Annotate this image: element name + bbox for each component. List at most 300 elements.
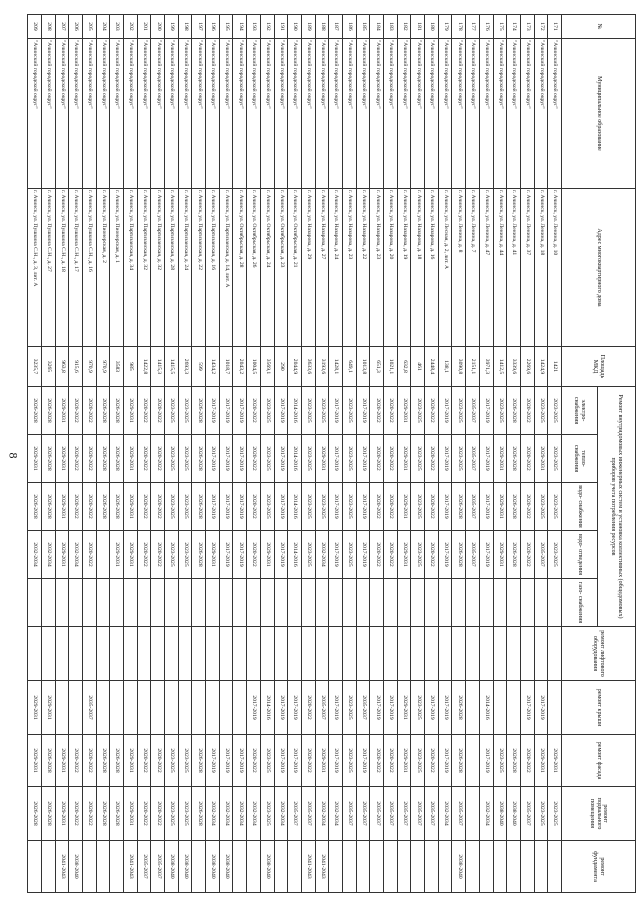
cell-facade: 2023-2025 — [493, 735, 507, 787]
cell-municipality: "Ачинский городской округ" — [370, 39, 384, 189]
cell-heat: 2020-2022 — [425, 435, 439, 483]
cell-sewer: 2020-2022 — [425, 531, 439, 579]
cell-electro: 2020-2022 — [425, 387, 439, 435]
cell-area: 1004,5 — [247, 347, 261, 387]
cell-lift — [247, 627, 261, 681]
cell-basement: 2032-2034 — [274, 787, 288, 841]
cell-water: 2023-2025 — [548, 483, 562, 531]
cell-electro: 2035-2037 — [466, 387, 480, 435]
cell-electro: 2020-2022 — [384, 387, 398, 435]
cell-no: 185 — [356, 15, 370, 39]
cell-water: 2020-2022 — [151, 483, 165, 531]
cell-gas — [28, 579, 42, 627]
cell-electro: 2023-2025 — [548, 387, 562, 435]
cell-no: 193 — [247, 15, 261, 39]
cell-heat: 2017-2019 — [329, 435, 343, 483]
cell-gas — [124, 579, 138, 627]
cell-area: 3235,7 — [28, 347, 42, 387]
cell-municipality: "Ачинский городской округ" — [260, 39, 274, 189]
cell-sewer: 2023-2025 — [178, 531, 192, 579]
cell-roof — [151, 681, 165, 735]
cell-gas — [206, 579, 220, 627]
cell-foundation — [548, 841, 562, 893]
cell-lift — [397, 627, 411, 681]
cell-gas — [507, 579, 521, 627]
cell-address: г. Ачинск, ул. Партизанская, д. 32 — [137, 189, 151, 347]
cell-foundation: 2038-2040 — [206, 841, 220, 893]
cell-basement: 2020-2022 — [69, 787, 83, 841]
cell-foundation: 2035-2037 — [137, 841, 151, 893]
cell-municipality: "Ачинский городской округ" — [425, 39, 439, 189]
cell-foundation — [411, 841, 425, 893]
cell-facade: 2023-2025 — [178, 735, 192, 787]
cell-water: 2029-2031 — [124, 483, 138, 531]
cell-municipality: "Ачинский городской округ" — [438, 39, 452, 189]
cell-facade: 2017-2019 — [206, 735, 220, 787]
cell-heat: 2023-2025 — [165, 435, 179, 483]
cell-electro: 2020-2022 — [151, 387, 165, 435]
cell-lift — [288, 627, 302, 681]
cell-foundation — [425, 841, 439, 893]
cell-heat: 2026-2028 — [507, 435, 521, 483]
cell-water: 2026-2028 — [96, 483, 110, 531]
cell-foundation — [384, 841, 398, 893]
cell-gas — [82, 579, 96, 627]
cell-address: г. Ачинск, ул. Назарова, д. 16 — [425, 189, 439, 347]
cell-sewer: 2023-2025 — [411, 531, 425, 579]
cell-municipality: "Ачинский городской округ" — [452, 39, 466, 189]
cell-roof: 2017-2019 — [534, 681, 548, 735]
cell-basement: 2038-2040 — [493, 787, 507, 841]
cell-heat: 2026-2028 — [96, 435, 110, 483]
cell-address: г. Ачинск, ул. Пушкина С.Н., д. 18 — [55, 189, 69, 347]
cell-lift — [370, 627, 384, 681]
cell-foundation — [110, 841, 124, 893]
cell-roof — [466, 681, 480, 735]
cell-heat: 2017-2019 — [274, 435, 288, 483]
cell-foundation — [329, 841, 343, 893]
cell-facade: 2023-2025 — [165, 735, 179, 787]
cell-municipality: "Ачинский городской округ" — [548, 39, 562, 189]
cell-address: г. Ачинск, ул. Партизанская, д. 16 — [206, 189, 220, 347]
cell-electro: 2020-2022 — [520, 387, 534, 435]
cell-electro: 2020-2022 — [247, 387, 261, 435]
cell-electro: 2026-2028 — [192, 387, 206, 435]
cell-sewer: 2020-2022 — [137, 531, 151, 579]
cell-water: 2020-2022 — [247, 483, 261, 531]
table-row — [534, 15, 548, 893]
cell-address: г. Ачинск, ул. Пионерская, д. 1 — [110, 189, 124, 347]
cell-electro: 2023-2025 — [411, 387, 425, 435]
cell-basement: 2020-2022 — [137, 787, 151, 841]
cell-area: 632,8 — [397, 347, 411, 387]
cell-heat: 2023-2025 — [178, 435, 192, 483]
cell-roof: 2017-2019 — [370, 681, 384, 735]
cell-area: 3090,8 — [452, 347, 466, 387]
cell-facade: 2020-2022 — [151, 735, 165, 787]
cell-foundation — [247, 841, 261, 893]
cell-no: 178 — [452, 15, 466, 39]
cell-electro: 2023-2025 — [493, 387, 507, 435]
cell-heat: 2020-2022 — [520, 435, 534, 483]
cell-gas — [534, 579, 548, 627]
cell-sewer: 2032-2034 — [28, 531, 42, 579]
cell-water: 2026-2028 — [452, 483, 466, 531]
cell-foundation — [233, 841, 247, 893]
header-gas: газо- снабжения — [562, 579, 598, 627]
cell-heat: 2020-2022 — [370, 435, 384, 483]
cell-gas — [452, 579, 466, 627]
cell-basement: 2035-2037 — [425, 787, 439, 841]
cell-electro: 2026-2028 — [507, 387, 521, 435]
cell-municipality: "Ачинский городской округ" — [356, 39, 370, 189]
cell-water: 2017-2019 — [438, 483, 452, 531]
cell-foundation — [479, 841, 493, 893]
cell-no: 180 — [425, 15, 439, 39]
cell-facade: 2026-2028 — [452, 735, 466, 787]
cell-heat: 2020-2022 — [82, 435, 96, 483]
cell-roof: 2029-2031 — [397, 681, 411, 735]
cell-lift — [69, 627, 83, 681]
cell-heat: 2026-2028 — [41, 435, 55, 483]
cell-no: 184 — [370, 15, 384, 39]
cell-address: г. Ачинск, ул. Лесная, д. 2, лит. А — [438, 189, 452, 347]
cell-no: 187 — [329, 15, 343, 39]
cell-municipality: "Ачинский городской округ" — [28, 39, 42, 189]
cell-roof: 2017-2019 — [520, 681, 534, 735]
cell-lift — [28, 627, 42, 681]
cell-water: 2026-2028 — [28, 483, 42, 531]
cell-electro: 2023-2025 — [452, 387, 466, 435]
cell-gas — [397, 579, 411, 627]
cell-basement: 2032-2034 — [438, 787, 452, 841]
cell-no: 194 — [233, 15, 247, 39]
cell-address: г. Ачинск, ул. Пушкина С.Н., д. 16 — [82, 189, 96, 347]
cell-address: г. Ачинск, ул. Ленина, д. 47 — [479, 189, 493, 347]
cell-municipality: "Ачинский городской округ" — [411, 39, 425, 189]
cell-no: 202 — [124, 15, 138, 39]
cell-address: г. Ачинск, ул. Назарова, д. 24 — [329, 189, 343, 347]
table-row — [520, 15, 534, 893]
cell-facade: 2020-2022 — [425, 735, 439, 787]
cell-municipality: "Ачинский городской округ" — [233, 39, 247, 189]
header-water: водо- снабжения — [562, 483, 598, 531]
cell-heat: 2035-2037 — [466, 435, 480, 483]
cell-basement: 2026-2028 — [41, 787, 55, 841]
cell-no: 197 — [192, 15, 206, 39]
cell-foundation — [274, 841, 288, 893]
cell-address: г. Ачинск, ул. Партизанская, д. 14, лит. А — [219, 189, 233, 347]
cell-address: г. Ачинск, ул. Назарова, д. 23 — [343, 189, 357, 347]
cell-area: 1415,5 — [165, 347, 179, 387]
table-row — [110, 15, 124, 893]
cell-no: 198 — [178, 15, 192, 39]
cell-water: 2023-2025 — [534, 483, 548, 531]
cell-electro: 2023-2025 — [260, 387, 274, 435]
cell-address: г. Ачинск, ул. Назарова, д. 18 — [411, 189, 425, 347]
header-heat: тепло- снабжения — [562, 435, 598, 483]
cell-water: 2026-2028 — [192, 483, 206, 531]
cell-lift — [206, 627, 220, 681]
cell-foundation — [41, 841, 55, 893]
cell-lift — [425, 627, 439, 681]
cell-sewer: 2029-2031 — [124, 531, 138, 579]
cell-basement: 2032-2034 — [247, 787, 261, 841]
cell-facade: 2026-2028 — [192, 735, 206, 787]
cell-roof: 2017-2019 — [384, 681, 398, 735]
cell-sewer: 2029-2031 — [493, 531, 507, 579]
cell-basement: 2032-2034 — [315, 787, 329, 841]
cell-roof — [110, 681, 124, 735]
cell-foundation: 2038-2040 — [178, 841, 192, 893]
cell-lift — [260, 627, 274, 681]
cell-area: 1428,1 — [329, 347, 343, 387]
cell-water: 2017-2019 — [206, 483, 220, 531]
cell-no: 183 — [384, 15, 398, 39]
cell-facade: 2020-2022 — [137, 735, 151, 787]
table-row — [124, 15, 138, 893]
cell-area: 970,9 — [96, 347, 110, 387]
cell-foundation: 2038-2040 — [219, 841, 233, 893]
cell-heat: 2023-2025 — [411, 435, 425, 483]
cell-lift — [192, 627, 206, 681]
cell-foundation — [507, 841, 521, 893]
cell-basement: 2035-2037 — [384, 787, 398, 841]
cell-facade: 2017-2019 — [356, 735, 370, 787]
cell-no: 204 — [96, 15, 110, 39]
cell-roof — [69, 681, 83, 735]
cell-area: 915,6 — [69, 347, 83, 387]
cell-lift — [493, 627, 507, 681]
table-row — [233, 15, 247, 893]
cell-area: 2151,1 — [466, 347, 480, 387]
cell-facade: 2023-2025 — [260, 735, 274, 787]
cell-area: 651,3 — [370, 347, 384, 387]
cell-municipality: "Ачинский городской округ" — [384, 39, 398, 189]
cell-basement: 2035-2037 — [452, 787, 466, 841]
cell-area: 1013,8 — [356, 347, 370, 387]
cell-facade: 2017-2019 — [329, 735, 343, 787]
cell-no: 209 — [28, 15, 42, 39]
table-row — [28, 15, 42, 893]
cell-lift — [233, 627, 247, 681]
cell-roof — [165, 681, 179, 735]
cell-roof — [96, 681, 110, 735]
header-utilities-group: Ремонт внутридомовых инженерных систем и установка коллективных (общедомовых) приборов учета потребления ресурсов — [598, 387, 636, 627]
cell-roof: 2035-2037 — [315, 681, 329, 735]
cell-no: 181 — [411, 15, 425, 39]
cell-basement: 2035-2037 — [411, 787, 425, 841]
cell-water: 2023-2025 — [343, 483, 357, 531]
cell-gas — [219, 579, 233, 627]
cell-water: 2020-2022 — [520, 483, 534, 531]
cell-municipality: "Ачинский городской округ" — [69, 39, 83, 189]
cell-lift — [315, 627, 329, 681]
cell-heat: 2023-2025 — [301, 435, 315, 483]
cell-sewer: 2020-2022 — [151, 531, 165, 579]
cell-municipality: "Ачинский городской округ" — [343, 39, 357, 189]
cell-foundation: 2038-2040 — [69, 841, 83, 893]
cell-basement: 2023-2025 — [548, 787, 562, 841]
cell-foundation — [82, 841, 96, 893]
cell-foundation — [520, 841, 534, 893]
cell-area: 2269,6 — [520, 347, 534, 387]
cell-municipality: "Ачинский городской округ" — [96, 39, 110, 189]
cell-foundation — [28, 841, 42, 893]
cell-no: 196 — [206, 15, 220, 39]
cell-municipality: "Ачинский городской округ" — [178, 39, 192, 189]
cell-basement: 2020-2022 — [151, 787, 165, 841]
cell-sewer: 2020-2022 — [247, 531, 261, 579]
cell-lift — [219, 627, 233, 681]
cell-area: 1422,8 — [137, 347, 151, 387]
cell-basement — [466, 787, 480, 841]
cell-facade: 2023-2025 — [411, 735, 425, 787]
cell-area: 461 — [411, 347, 425, 387]
cell-roof: 2014-2016 — [260, 681, 274, 735]
cell-no: 195 — [219, 15, 233, 39]
cell-sewer — [96, 531, 110, 579]
cell-heat: 2029-2031 — [493, 435, 507, 483]
cell-address: г. Ачинск, ул. Партизанская, д. 34 — [124, 189, 138, 347]
table-row — [247, 15, 261, 893]
cell-facade: 2017-2019 — [219, 735, 233, 787]
cell-electro: 2020-2022 — [370, 387, 384, 435]
table-row — [178, 15, 192, 893]
cell-sewer: 2014-2016 — [288, 531, 302, 579]
cell-heat: 2029-2031 — [124, 435, 138, 483]
table-row — [82, 15, 96, 893]
cell-water: 2017-2019 — [233, 483, 247, 531]
cell-no: 205 — [82, 15, 96, 39]
cell-area: 3569,1 — [260, 347, 274, 387]
cell-sewer: 2029-2031 — [55, 531, 69, 579]
cell-lift — [520, 627, 534, 681]
cell-sewer: 2017-2019 — [233, 531, 247, 579]
cell-roof: 2017-2019 — [425, 681, 439, 735]
table-row — [315, 15, 329, 893]
table-row — [151, 15, 165, 893]
cell-gas — [55, 579, 69, 627]
cell-gas — [96, 579, 110, 627]
cell-foundation: 2038-2040 — [452, 841, 466, 893]
cell-no: 207 — [55, 15, 69, 39]
cell-foundation — [356, 841, 370, 893]
cell-gas — [247, 579, 261, 627]
table-row — [411, 15, 425, 893]
cell-gas — [301, 579, 315, 627]
cell-gas — [466, 579, 480, 627]
cell-facade: 2020-2022 — [247, 735, 261, 787]
cell-area: 2044,9 — [288, 347, 302, 387]
cell-electro: 2017-2019 — [219, 387, 233, 435]
cell-municipality: "Ачинский городской округ" — [507, 39, 521, 189]
cell-address: г. Ачинск, ул. Пушкина С.Н., д. 27 — [41, 189, 55, 347]
cell-lift — [55, 627, 69, 681]
cell-address: г. Ачинск, ул. Октябрьская, д. 23 — [274, 189, 288, 347]
cell-electro: 2029-2031 — [397, 387, 411, 435]
cell-sewer: 2035-2037 — [466, 531, 480, 579]
cell-basement: 2035-2037 — [356, 787, 370, 841]
cell-municipality: "Ачинский городской округ" — [82, 39, 96, 189]
cell-water: 2023-2025 — [260, 483, 274, 531]
table-row — [96, 15, 110, 893]
cell-foundation — [493, 841, 507, 893]
cell-water: 2029-2031 — [493, 483, 507, 531]
cell-electro: 2023-2025 — [301, 387, 315, 435]
cell-heat: 2026-2028 — [192, 435, 206, 483]
cell-address: г. Ачинск, ул. Назарова, д. 22 — [356, 189, 370, 347]
cell-address: г. Ачинск, ул. Партизанская, д. 22 — [192, 189, 206, 347]
cell-heat: 2017-2019 — [438, 435, 452, 483]
cell-basement: 2029-2031 — [124, 787, 138, 841]
cell-basement: 2032-2034 — [219, 787, 233, 841]
cell-lift — [479, 627, 493, 681]
cell-water: 2020-2022 — [425, 483, 439, 531]
cell-basement: 2035-2037 — [370, 787, 384, 841]
cell-lift — [356, 627, 370, 681]
cell-basement: 2032-2034 — [479, 787, 493, 841]
cell-heat: 2017-2019 — [356, 435, 370, 483]
cell-heat: 2017-2019 — [479, 435, 493, 483]
cell-water: 2017-2019 — [479, 483, 493, 531]
header-electro: электро- снабжения — [562, 387, 598, 435]
cell-heat: 2029-2031 — [315, 435, 329, 483]
table-row — [438, 15, 452, 893]
cell-water: 2020-2022 — [384, 483, 398, 531]
cell-area: 970,9 — [82, 347, 96, 387]
cell-sewer: 2035-2037 — [534, 531, 548, 579]
table-header — [562, 15, 636, 893]
cell-no: 171 — [548, 15, 562, 39]
cell-basement: 2029-2031 — [55, 787, 69, 841]
table-row — [384, 15, 398, 893]
cell-facade: 2020-2022 — [69, 735, 83, 787]
header-municipality: Муниципальное образование — [562, 39, 636, 189]
cell-basement: 2026-2028 — [96, 787, 110, 841]
table-row — [466, 15, 480, 893]
cell-facade: 2026-2028 — [110, 735, 124, 787]
cell-sewer: 2026-2028 — [507, 531, 521, 579]
table-row — [548, 15, 562, 893]
cell-roof: 2020-2022 — [301, 681, 315, 735]
cell-address: г. Ачинск, ул. Назарова, д. 27 — [315, 189, 329, 347]
table-row — [192, 15, 206, 893]
cell-lift — [438, 627, 452, 681]
cell-lift — [110, 627, 124, 681]
cell-lift — [507, 627, 521, 681]
cell-no: 201 — [137, 15, 151, 39]
cell-basement: 2035-2037 — [520, 787, 534, 841]
cell-facade: 2017-2019 — [288, 735, 302, 787]
cell-heat: 2020-2022 — [247, 435, 261, 483]
cell-gas — [425, 579, 439, 627]
cell-facade: 2029-2031 — [315, 735, 329, 787]
cell-area: 1421 — [548, 347, 562, 387]
cell-area: 1415,3 — [151, 347, 165, 387]
cell-address: г. Ачинск, ул. Пушкина С.Н., д. 3, лит. А — [28, 189, 42, 347]
table-row — [260, 15, 274, 893]
cell-roof — [493, 681, 507, 735]
cell-electro: 2020-2022 — [69, 387, 83, 435]
cell-heat: 2029-2031 — [28, 435, 42, 483]
cell-address: г. Ачинск, ул. Октябрьская, д. 26 — [247, 189, 261, 347]
cell-no: 177 — [466, 15, 480, 39]
cell-sewer: 2017-2019 — [219, 531, 233, 579]
cell-lift — [178, 627, 192, 681]
cell-area: 1021,1 — [384, 347, 398, 387]
cell-basement: 2035-2037 — [288, 787, 302, 841]
